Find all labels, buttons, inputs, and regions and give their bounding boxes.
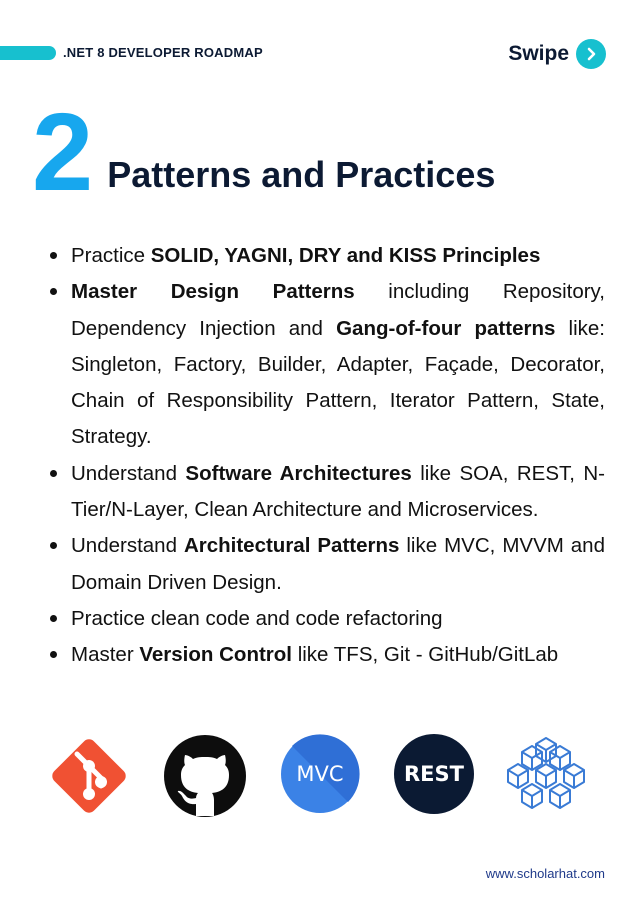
item-text: like: Singleton, Factory, Builder, Adapter, Façade, Decorator, Chain of Responsibility Pattern, Iterator Pattern, State, Strategy. xyxy=(71,316,605,449)
footer-url-link[interactable]: www.scholarhat.com xyxy=(485,866,605,881)
item-text: like MVC, MVVM and Domain Driven Design. xyxy=(71,534,605,594)
item-text: Understand xyxy=(71,534,184,558)
header-accent-bar xyxy=(0,46,56,60)
header-label: .NET 8 DEVELOPER ROADMAP xyxy=(63,45,263,60)
list-item xyxy=(50,528,605,601)
bullet-icon xyxy=(50,615,57,622)
practice-list xyxy=(50,238,605,674)
rest-logo-icon xyxy=(394,734,474,814)
list-item xyxy=(50,637,605,673)
mvc-label: MVC xyxy=(296,762,344,786)
list-item xyxy=(50,601,605,637)
bullet-icon xyxy=(50,542,57,549)
mvc-logo-icon xyxy=(280,734,360,814)
microservices-cubes-icon xyxy=(506,734,590,818)
item-text: like TFS, Git - GitHub/GitLab xyxy=(292,643,559,667)
item-bold-text: Master Design Patterns xyxy=(71,280,355,304)
list-item xyxy=(50,274,605,455)
item-bold-text: Software Architectures xyxy=(185,461,412,485)
bullet-icon xyxy=(50,252,57,259)
section-heading xyxy=(32,91,496,214)
item-text: Understand xyxy=(71,461,186,485)
item-bold-text: SOLID, YAGNI, DRY and KISS Principles xyxy=(150,244,541,267)
bullet-icon xyxy=(50,288,57,295)
git-logo-icon xyxy=(47,734,131,818)
bullet-icon xyxy=(50,651,57,658)
chevron-right-icon[interactable] xyxy=(576,39,606,69)
item-text: like SOA, REST, N-Tier/N-Layer, Clean Architecture and Microservices. xyxy=(71,461,606,522)
list-item xyxy=(50,456,605,529)
bullet-icon xyxy=(50,470,57,477)
rest-label: REST xyxy=(404,762,464,786)
item-bold-text: Gang-of-four patterns xyxy=(336,316,556,340)
item-text: Master xyxy=(71,643,140,667)
swipe-control[interactable] xyxy=(508,39,606,69)
logo-row xyxy=(0,734,638,818)
section-number: 2 xyxy=(32,91,90,214)
list-item xyxy=(50,238,605,274)
item-bold-text: Version Control xyxy=(139,643,292,667)
item-text: Practice clean code and code refactoring xyxy=(71,606,443,630)
item-bold-text: Architectural Patterns xyxy=(183,534,400,558)
github-logo-icon xyxy=(163,734,247,818)
swipe-label: Swipe xyxy=(508,42,569,65)
item-text: Practice xyxy=(71,244,151,267)
section-title: Patterns and Practices xyxy=(107,154,496,195)
item-text: including Repository, Dependency Injection and xyxy=(71,280,605,340)
